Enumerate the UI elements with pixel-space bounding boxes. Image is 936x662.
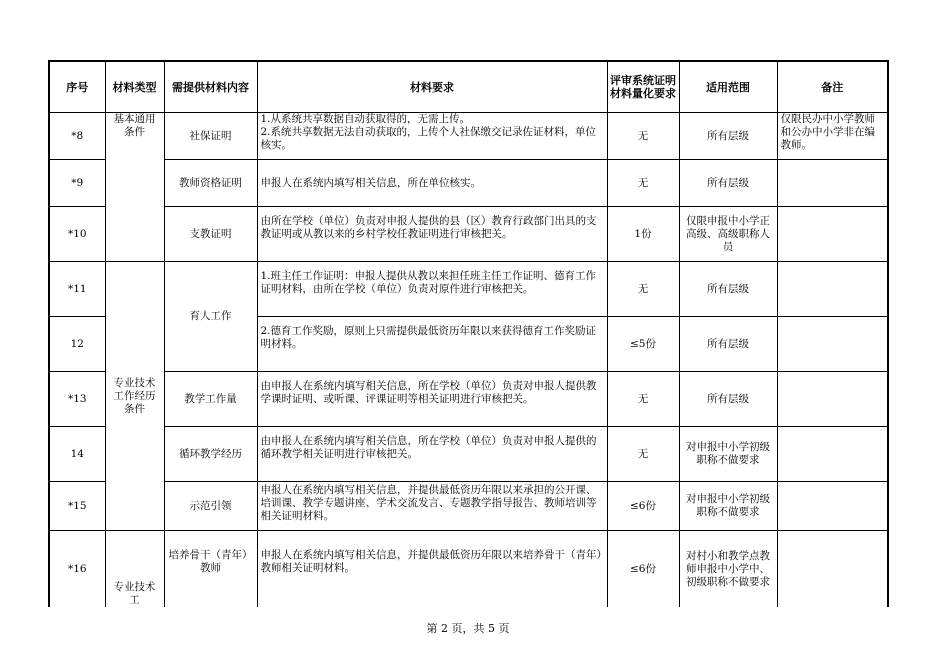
row-no: *13	[49, 372, 105, 427]
row-requirement: 由申报人在系统内填写相关信息，所在学校（单位）负责对申报人提供教学课时证明、或听课、评课证明等相关证明进行审核把关。	[257, 372, 607, 427]
table-row	[49, 160, 888, 207]
row-quant: ≤6份	[607, 482, 679, 531]
row-requirement: 申报人在系统内填写相关信息，并提供最低资历年限以来培养骨干（青年）教师相关证明材料。	[257, 531, 607, 608]
row-content: 示范引领	[164, 482, 257, 531]
header-quant: 评审系统证明材料量化要求	[607, 61, 679, 113]
table-row	[49, 427, 888, 482]
row-no: *10	[49, 207, 105, 262]
row-scope: 所有层级	[679, 113, 777, 160]
row-scope: 仅限申报中小学正高级、高级职称人员	[679, 207, 777, 262]
header-requirement: 材料要求	[257, 61, 607, 113]
row-scope: 所有层级	[679, 160, 777, 207]
page-footer: 第 2 页，共 5 页	[426, 622, 510, 635]
table-row	[49, 262, 888, 317]
materials-table	[48, 60, 889, 607]
row-scope: 对申报中小学初级职称不做要求	[679, 482, 777, 531]
header-no: 序号	[49, 61, 105, 113]
row-quant: 无	[607, 372, 679, 427]
row-note	[777, 207, 888, 262]
row-content: 培养骨干（青年）教师	[164, 531, 257, 608]
row-no: 14	[49, 427, 105, 482]
header-scope: 适用范围	[679, 61, 777, 113]
row-no: *11	[49, 262, 105, 317]
row-content: 社保证明	[164, 113, 257, 160]
row-quant: 无	[607, 160, 679, 207]
row-scope: 所有层级	[679, 317, 777, 372]
table-row	[49, 113, 888, 160]
row-scope: 所有层级	[679, 262, 777, 317]
row-no: *9	[49, 160, 105, 207]
header-content: 需提供材料内容	[164, 61, 257, 113]
row-requirement: 由所在学校（单位）负责对申报人提供的县（区）教育行政部门出具的支教证明或从教以来的乡村学校任教证明进行审核把关。	[257, 207, 607, 262]
row-no: *16	[49, 531, 105, 608]
row-scope: 所有层级	[679, 372, 777, 427]
header-row	[49, 61, 888, 113]
row-quant: 无	[607, 113, 679, 160]
row-note	[777, 160, 888, 207]
row-content: 支教证明	[164, 207, 257, 262]
row-note	[777, 317, 888, 372]
type-technical-cont: 专业技术工	[105, 531, 164, 608]
row-content: 教学工作量	[164, 372, 257, 427]
row-scope: 对村小和教学点教师申报中小学中、初级职称不做要求	[679, 531, 777, 608]
row-note: 仅限民办中小学教师和公办中小学非在编教师。	[777, 113, 888, 160]
header-note: 备注	[777, 61, 888, 113]
type-work-experience: 专业技术工作经历条件	[105, 262, 164, 531]
row-requirement: 由申报人在系统内填写相关信息，所在学校（单位）负责对申报人提供的循环教学相关证明进行审核把关。	[257, 427, 607, 482]
row-content: 教师资格证明	[164, 160, 257, 207]
row-requirement: 2.德育工作奖励，原则上只需提供最低资历年限以来获得德育工作奖励证明材料。	[257, 317, 607, 372]
row-scope: 对申报中小学初级职称不做要求	[679, 427, 777, 482]
row-no: *8	[49, 113, 105, 160]
table-row	[49, 372, 888, 427]
row-note	[777, 427, 888, 482]
row-requirement: 1.从系统共享数据自动获取得的，无需上传。 2.系统共享数据无法自动获取的，上传个人社保缴交记录佐证材料，单位核实。	[257, 113, 607, 160]
row-note	[777, 262, 888, 317]
row-note	[777, 372, 888, 427]
row-content: 育人工作	[164, 262, 257, 372]
row-quant: 无	[607, 262, 679, 317]
row-quant: ≤5份	[607, 317, 679, 372]
row-note	[777, 531, 888, 608]
row-note	[777, 482, 888, 531]
table-row	[49, 531, 888, 608]
header-type: 材料类型	[105, 61, 164, 113]
row-no: 12	[49, 317, 105, 372]
row-quant: ≤6份	[607, 531, 679, 608]
table-row	[49, 207, 888, 262]
row-no: *15	[49, 482, 105, 531]
table-row	[49, 482, 888, 531]
row-requirement: 1.班主任工作证明：申报人提供从教以来担任班主任工作证明、德育工作证明材料，由所在学校（单位）负责对原件进行审核把关。	[257, 262, 607, 317]
row-requirement: 申报人在系统内填写相关信息，并提供最低资历年限以来承担的公开课、培训课、教学专题讲座、学术交流发言、专题教学指导报告、教师培训等相关证明材料。	[257, 482, 607, 531]
row-content: 循环教学经历	[164, 427, 257, 482]
type-basic: 基本通用条件	[105, 113, 164, 262]
row-requirement: 申报人在系统内填写相关信息，所在单位核实。	[257, 160, 607, 207]
row-quant: 1份	[607, 207, 679, 262]
row-quant: 无	[607, 427, 679, 482]
